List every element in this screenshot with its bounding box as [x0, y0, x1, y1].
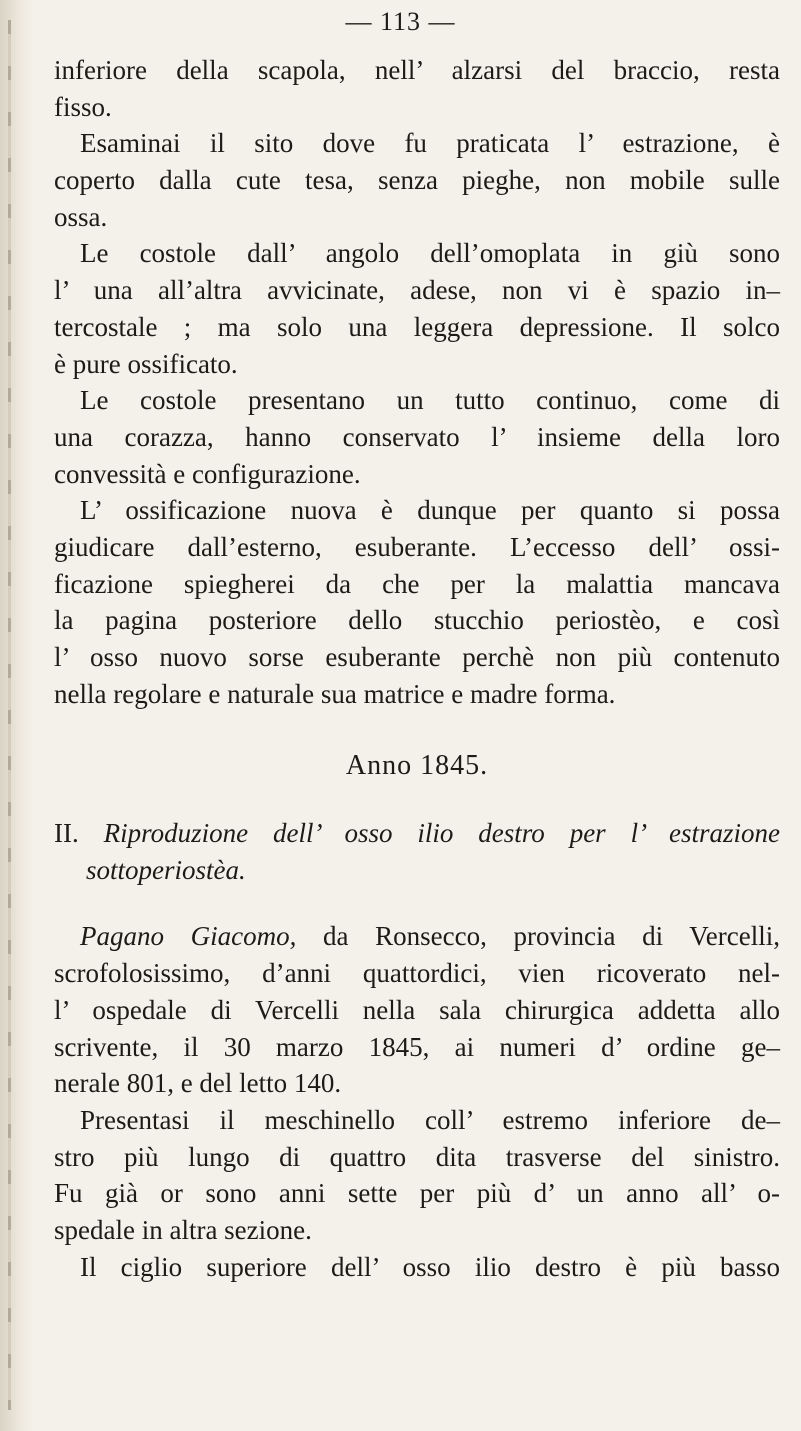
text-line: Il ciglio superiore dell’ osso ilio destro è più basso — [80, 1251, 780, 1282]
section-title-line-2: sottoperiostèa. — [86, 854, 246, 885]
text-line: nella regolare e naturale sua matrice e madre forma. — [54, 678, 616, 709]
text-line: tercostale ; ma solo una leggera depressione. Il solco — [54, 311, 780, 342]
text-line: Presentasi il meschinello coll’ estremo inferiore de– — [80, 1104, 780, 1135]
text-line: scrofolosissimo, d’anni quattordici, vien ricoverato nel- — [54, 958, 780, 989]
year-heading: Anno 1845. — [345, 750, 489, 782]
section-title-line-1 — [54, 815, 780, 852]
text-line: l’ una all’altra avvicinate, adese, non vi è spazio in– — [54, 275, 780, 306]
section-number: II. — [54, 818, 79, 849]
text-line: inferiore della scapola, nell’ alzarsi del braccio, resta — [54, 55, 780, 85]
case-opening-text: da Ronsecco, provincia di Vercelli, — [323, 921, 780, 952]
section-title — [54, 815, 780, 888]
text-line: Le costole presentano un tutto continuo, come di — [80, 385, 780, 416]
text-line: una corazza, hanno conservato l’ insieme della loro — [54, 421, 780, 452]
text-line: Le costole dall’ angolo dell’omoplata in giù sono — [80, 238, 780, 269]
text-line: nerale 801, e del letto 140. — [54, 1068, 342, 1099]
text-line: scrivente, il 30 marzo 1845, ai numeri d’ ordine ge– — [54, 1031, 780, 1062]
text-line: la pagina posteriore dello stucchio periostèo, e così — [54, 605, 780, 636]
text-line: giudicare dall’esterno, esuberante. L’eccesso dell’ ossi- — [54, 531, 780, 562]
text-line: ficazione spiegherei da che per la malattia mancava — [54, 568, 780, 599]
page-body — [54, 52, 780, 1285]
text-line: è pure ossificato. — [54, 348, 238, 379]
text-line: Fu già or sono anni sette per più d’ un anno all’ o- — [54, 1178, 780, 1209]
case-opening-line — [54, 918, 780, 955]
text-line: spedale in altra sezione. — [54, 1214, 312, 1245]
text-line: l’ ospedale di Vercelli nella sala chirurgica addetta allo — [54, 994, 780, 1025]
case-patient-name: Pagano Giacomo, — [80, 921, 297, 952]
text-line: coperto dalla cute tesa, senza pieghe, non mobile sulle — [54, 165, 780, 196]
text-line: ossa. — [54, 201, 108, 232]
section-title-text: Riproduzione dell’ osso ilio destro per l’ estrazione — [103, 818, 781, 849]
text-line: l’ osso nuovo sorse esuberante perchè non più contenuto — [54, 642, 780, 672]
page-number: — 113 — — [345, 7, 456, 36]
case-report-text — [54, 955, 780, 1285]
text-line: Esaminai il sito dove fu praticata l’ estrazione, è — [80, 128, 780, 159]
paragraphs-continued — [54, 52, 780, 712]
text-line: convessità e configurazione. — [54, 458, 361, 489]
book-binding-edge — [0, 0, 34, 1431]
text-line: fisso. — [54, 91, 112, 122]
text-line: stro più lungo di quattro dita trasverse del sinistro. — [54, 1141, 780, 1172]
text-line: L’ ossificazione nuova è dunque per quanto si possa — [80, 495, 780, 526]
